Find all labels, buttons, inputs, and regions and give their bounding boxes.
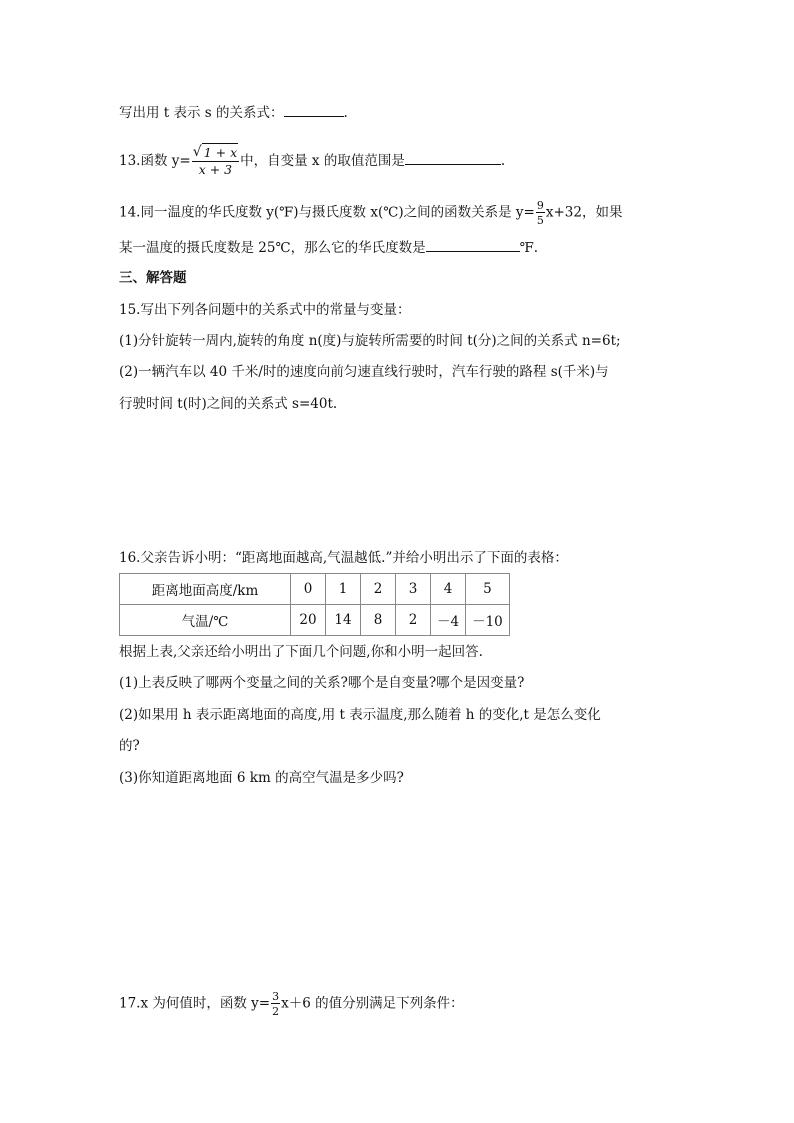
q15-item2-cont: 行驶时间 t(时)之间的关系式 s=40t. bbox=[119, 396, 338, 412]
q14-line2-end: ℉. bbox=[519, 240, 539, 256]
q13-answer-blank bbox=[405, 149, 501, 165]
q13-prefix: 13.函数 y= bbox=[119, 153, 191, 169]
q13-end: . bbox=[500, 153, 506, 169]
sqrt-sign: √ bbox=[192, 144, 202, 160]
table-cell: 2 bbox=[361, 574, 396, 605]
q14-line1 bbox=[119, 200, 622, 226]
table-cell: 3 bbox=[396, 574, 431, 605]
q14-fraction bbox=[536, 200, 545, 226]
q14-frac-num: 9 bbox=[536, 199, 544, 212]
table-row bbox=[120, 605, 510, 636]
table-cell: 1 bbox=[326, 574, 361, 605]
q13-sqrt bbox=[192, 144, 238, 160]
q14-answer-blank bbox=[426, 236, 520, 252]
q12-line bbox=[119, 101, 348, 123]
q16-title: 16.父亲告诉小明：“距离地面越高,气温越低.”并给小明出示了下面的表格： bbox=[119, 550, 568, 566]
table-cell: 0 bbox=[291, 574, 326, 605]
section-title: 三、解答题 bbox=[119, 270, 187, 286]
q17-line bbox=[119, 991, 464, 1017]
q13-numerator: 1 + x bbox=[203, 145, 238, 160]
q14-line2-text: 某一温度的摄氏度数是 25℃，那么它的华氏度数是 bbox=[119, 240, 426, 256]
table-cell: 5 bbox=[466, 574, 510, 605]
q15-title: 15.写出下列各问题中的关系式中的常量与变量： bbox=[119, 302, 411, 318]
q13-fraction bbox=[192, 144, 239, 177]
q13-denominator: x + 3 bbox=[198, 161, 233, 177]
q17-fraction bbox=[271, 991, 280, 1017]
q17-suffix: x＋6 的值分别满足下列条件： bbox=[281, 995, 464, 1012]
q12-text: 写出用 t 表示 s 的关系式： bbox=[119, 105, 284, 121]
q17-frac-den: 2 bbox=[272, 1005, 280, 1018]
table-cell: －4 bbox=[431, 605, 466, 636]
q16-sub2-cont: 的? bbox=[119, 738, 140, 754]
row-label-temperature: 气温/℃ bbox=[120, 605, 291, 636]
q14-frac-den: 5 bbox=[536, 214, 544, 227]
q15-item1: (1)分针旋转一周内,旋转的角度 n(度)与旋转所需要的时间 t(分)之间的关系式 n=6t; bbox=[119, 333, 621, 349]
q12-end: . bbox=[343, 105, 348, 121]
table-cell: 2 bbox=[396, 605, 431, 636]
q14-prefix: 14.同一温度的华氏度数 y(℉)与摄氏度数 x(℃)之间的函数关系是 y= bbox=[119, 204, 535, 221]
q14-line2 bbox=[119, 236, 538, 258]
q15-item2: (2)一辆汽车以 40 千米/时的速度向前匀速直线行驶时，汽车行驶的路程 s(千米)与 bbox=[119, 364, 609, 380]
q14-suffix: x+32，如果 bbox=[545, 204, 623, 221]
table-cell: 20 bbox=[291, 605, 326, 636]
q16-after: 根据上表,父亲还给小明出了下面几个问题,你和小明一起回答. bbox=[119, 644, 483, 660]
q17-prefix: 17.x 为何值时，函数 y= bbox=[119, 995, 271, 1012]
table-cell: 4 bbox=[431, 574, 466, 605]
table-row bbox=[120, 574, 510, 605]
table-cell: 8 bbox=[361, 605, 396, 636]
q13-suffix: 中，自变量 x 的取值范围是 bbox=[240, 153, 405, 169]
table-cell: －10 bbox=[466, 605, 510, 636]
q13-line bbox=[119, 143, 505, 179]
row-label-height: 距离地面高度/km bbox=[120, 574, 291, 605]
q16-sub1: (1)上表反映了哪两个变量之间的关系?哪个是自变量?哪个是因变量? bbox=[119, 675, 525, 691]
altitude-temperature-table bbox=[119, 573, 510, 636]
q16-sub3: (3)你知道距离地面 6 km 的高空气温是多少吗? bbox=[119, 770, 404, 786]
q17-frac-num: 3 bbox=[272, 990, 280, 1003]
q16-sub2: (2)如果用 h 表示距离地面的高度,用 t 表示温度,那么随着 h 的变化,t 是怎么变化 bbox=[119, 707, 601, 723]
table-cell: 14 bbox=[326, 605, 361, 636]
q12-answer-blank bbox=[284, 101, 344, 117]
